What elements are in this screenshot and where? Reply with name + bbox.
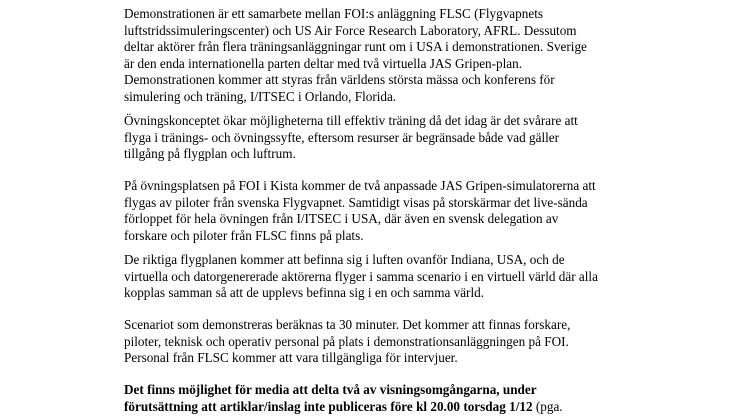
paragraph-training-site <box>124 178 724 244</box>
text-line: Demonstrationen är ett samarbete mellan FOI:s anläggning FLSC (Flygvapnets <box>124 6 543 21</box>
paragraph-real-aircraft <box>124 252 724 302</box>
text-line: piloter, teknisk och operativ personal på plats i demonstrationsanläggningen på FOI. <box>124 333 569 349</box>
text-line: simulering och träning, I/ITSEC i Orlando, Florida. <box>124 88 397 104</box>
text-line: flygas av piloter från svenska Flygvapnet. Samtidigt visas på storskärmar det live-sända <box>124 194 588 210</box>
text-line: Övningskonceptet ökar möjligheterna till effektiv träning då det idag är det svårare att <box>124 113 578 128</box>
paragraph-training-concept <box>124 113 724 163</box>
text-line: förloppet för hela övningen från I/ITSEC i USA, där även en svensk delegation av <box>124 211 559 226</box>
text-bold-segment: förutsättning att artiklar/inslag inte publiceras före kl 20.00 torsdag 1/12 <box>124 398 533 414</box>
text-line: De riktiga flygplanen kommer att befinna sig i luften ovanför Indiana, USA, och de <box>124 252 565 267</box>
text-line: flyga i tränings- och övningssyfte, eftersom resurser är begränsade både vad gäller <box>124 129 560 145</box>
paragraph-media-notice <box>124 382 724 415</box>
text-line: Scenariot som demonstreras beräknas ta 30 minuter. Det kommer att finnas forskare, <box>124 317 571 332</box>
paragraph-collaboration <box>124 6 724 105</box>
text-line: Personal från FLSC kommer att vara tillgängliga för intervjuer. <box>124 350 458 365</box>
text-line: virtuella och datorgenererade aktörerna flyger i samma scenario i en virtuell värld där alla <box>124 268 598 284</box>
text-line: är den enda internationella parten deltar med två virtuella JAS Gripen-plan. <box>124 55 523 71</box>
text-line: luftstridssimuleringscenter) och US Air Force Research Laboratory, AFRL. Dessutom <box>124 22 577 38</box>
text-line-mixed <box>124 399 724 416</box>
text-line: Demonstrationen kommer att styras från världens största mässa och konferens för <box>124 72 555 87</box>
text-line: deltar aktörer från flera träningsanläggningar runt om i USA i demonstrationen. Sverige <box>124 39 587 54</box>
paragraph-scenario <box>124 317 724 367</box>
text-line-bold: Det finns möjlighet för media att delta två av visningsomgångarna, under <box>124 382 537 397</box>
text-line: På övningsplatsen på FOI i Kista kommer de två anpassade JAS Gripen-simulatorerna att <box>124 178 596 193</box>
text-line: tillgång på flygplan och luftrum. <box>124 146 296 161</box>
text-normal-segment: (pga. <box>532 398 563 414</box>
text-line: forskare och piloter från FLSC finns på plats. <box>124 227 364 243</box>
text-line: kopplas samman så att de upplevs befinna sig i en och samma värld. <box>124 285 485 300</box>
